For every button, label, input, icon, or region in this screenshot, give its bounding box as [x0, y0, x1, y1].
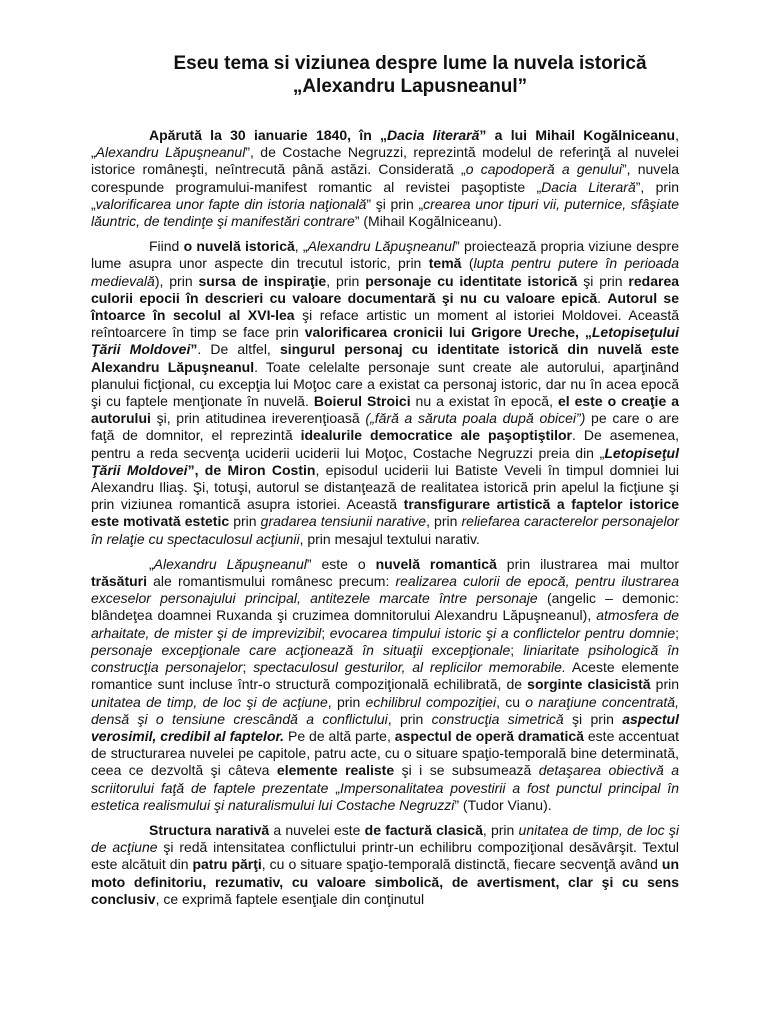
text-run-bold: aspectul de operă dramatică: [394, 727, 584, 744]
text-run-plain: , cu: [496, 693, 526, 710]
text-run-italic: gradarea tensiunii narative: [260, 513, 427, 530]
text-run-plain: , prin: [482, 821, 519, 838]
paragraph-romantic: [91, 556, 679, 814]
text-run-bold: o nuvelă istorică: [183, 238, 295, 255]
text-run-bold: de factură clasică: [364, 821, 483, 838]
text-run-italic: Alexandru Lăpuşneanul: [307, 238, 456, 255]
text-run-italic: o naraţiune concentrată, densă şi o tensiune crescândă a conflictului: [91, 693, 679, 727]
text-run-plain: . De altfel,: [197, 341, 280, 358]
text-run-plain: ” este o: [306, 555, 376, 572]
text-run-bold: Boierul Stroici: [313, 393, 411, 410]
text-run-bold: el este o creaţie a autorului: [91, 393, 679, 427]
text-run-bold-italic: Dacia literară: [387, 127, 480, 143]
text-run-italic: Alexandru Lăpuşneanul: [95, 144, 246, 161]
text-run-plain: a nuvelei este: [269, 821, 365, 838]
text-run-plain: prin: [229, 513, 261, 530]
text-run-bold: idealurile democratice ale paşoptiştilor: [300, 427, 572, 444]
text-run-plain: . De asemenea, pentru a reda secvenţa uciderii uciderii lui Moţoc, Costache Negruzzi preia din „: [91, 427, 679, 461]
text-run-plain: ” proiectează propria viziune despre lume asupra unor aspecte din trecutul istoric, prin: [91, 238, 680, 272]
text-run-plain: , prin: [326, 272, 366, 289]
text-run-plain: , ce exprimă faptele esenţiale din conţinutul: [155, 890, 425, 907]
text-run-plain: ”, prin „: [91, 178, 679, 212]
text-run-italic: reliefarea caracterelor personajelor în relaţie cu spectaculosul acţiunii: [91, 513, 680, 547]
paragraph-historical: [91, 238, 679, 548]
text-run-bold: personaje cu identitate istorică: [365, 272, 578, 289]
text-run-plain: este accentuat de structurarea nuvelei pe capitole, patru acte, cu o situare spaţio-temporală bine determinată, ceea ce dezvoltă şi câteva: [91, 727, 679, 779]
text-run-italic: liniaritate psihologică în construcţia personajelor: [91, 641, 680, 676]
text-run-italic: Impersonalitatea povestirii a fost punctul principal în estetica realismului şi naturalismului lui Costache Negruzzi: [91, 779, 679, 813]
text-run-plain: (angelic – demonic: blândeţea doamnei Ruxanda şi cruzimea domnitorului Alexandru Lăpuşneanul),: [91, 590, 679, 624]
text-run-italic: Alexandru Lăpuşneanul: [153, 555, 307, 572]
text-run-bold: elemente realiste: [276, 762, 395, 779]
text-run-italic: unitatea de timp, de loc şi de acţiune: [91, 693, 328, 710]
text-run-plain: , prin: [387, 710, 432, 727]
paragraph-structure: [91, 822, 679, 908]
text-run-bold: patru părţi: [192, 856, 262, 873]
essay-body: [91, 127, 679, 916]
text-run-plain: Aceste elemente romantice sunt incluse într-o structură compoziţională echilibrată, de: [91, 659, 680, 693]
text-run-italic: realizarea culorii de epocă, pentru ilustrarea exceselor personajului principal, antitezele marcate între personaje: [91, 573, 679, 607]
text-run-plain: , cu o situare spaţio-temporală distinctă, fiecare secvenţă având: [261, 856, 662, 873]
text-run-italic: Dacia Literară: [541, 178, 636, 195]
text-run-italic: valorificarea unor fapte din istoria naţională: [95, 195, 367, 212]
text-run-plain: ;: [510, 641, 524, 658]
text-run-plain: şi, prin atitudinea ireverenţioasă: [150, 410, 366, 427]
text-run-italic: lupta pentru putere în perioada medievală: [91, 255, 679, 289]
text-run-plain: .: [597, 289, 608, 306]
text-run-plain: pe care o are faţă de domnitor, el reprezintă: [91, 410, 679, 444]
text-run-italic: („fără a săruta poala după obicei”): [365, 410, 586, 427]
text-run-bold: ”, de Miron Costin: [187, 461, 316, 478]
text-run-italic: personaje excepţionale care acţionează în situaţii excepţionale: [91, 641, 511, 658]
text-run-plain: , prin: [426, 513, 462, 530]
text-run-italic: atmosfera de arhaitate, de mister şi de imprevizibil: [91, 607, 679, 641]
text-run-bold: singurul personaj cu identitate istorică din nuvelă este Alexandru Lăpuşneanul: [91, 341, 680, 375]
text-run-plain: prin: [650, 676, 679, 693]
text-run-plain: şi redă intensitatea conflictului printr-un echilibru compoziţional desăvârşit. Textul este alcătuit din: [91, 839, 679, 873]
text-run-plain: , prin mesajul textului narativ.: [299, 530, 480, 547]
text-run-plain: ;: [242, 659, 254, 676]
text-run-plain: ), prin: [154, 272, 199, 289]
text-run-plain: (: [461, 255, 474, 272]
text-run-bold: sorginte clasicistă: [527, 676, 651, 693]
text-run-plain: Fiind: [149, 238, 184, 255]
text-run-bold: temă: [428, 255, 462, 272]
text-run-plain: şi prin: [563, 710, 623, 727]
paragraph-intro: [91, 127, 679, 230]
text-run-plain: , „: [91, 127, 679, 161]
text-run-plain: „: [328, 779, 340, 796]
text-run-plain: „: [149, 555, 154, 572]
text-run-plain: şi i se subsumează: [394, 762, 539, 779]
text-run-plain: . Toate celelalte personaje sunt create ale autorului, aparţinând planului ficţional, cu excepţia lui Moţoc care a existat ca personaj istoric, dar nu în acea epocă şi cu faptele menţionate în nuvelă.: [91, 358, 680, 410]
text-run-bold: nuvelă romantică: [375, 555, 497, 572]
text-run-plain: , episodul uciderii lui Batiste Veveli în timpul domniei lui Alexandru Iliaş. Şi, totuşi, autorul se distanţează de realitatea istorică prin apelul la ficţiune şi prin viziunea romantică asupra istoriei. Această: [91, 461, 679, 513]
text-run-plain: prin ilustrarea mai multor: [496, 555, 680, 572]
text-run-plain: ;: [675, 624, 680, 641]
text-run-italic: construcţia simetrică: [431, 710, 564, 727]
text-run-bold: Apărută la 30 ianuarie 1840, în „: [149, 127, 388, 143]
text-run-bold: trăsături: [91, 573, 148, 590]
text-run-italic: echilibrul compoziţiei: [365, 693, 497, 710]
text-run-bold: Autorul se întoarce în secolul al XVI-lea: [91, 289, 679, 324]
text-run-bold: valorificarea cronicii lui Grigore Ureche, „: [304, 324, 592, 341]
text-run-bold: un moto definitoriu, rezumativ, cu valoare simbolică, de avertisment, clar şi cu sens conclusiv: [91, 856, 679, 907]
text-run-bold-italic: Letopiseţului Ţării Moldovei: [91, 324, 679, 358]
text-run-bold: Structura narativă: [149, 821, 270, 838]
text-run-bold: ”: [190, 341, 198, 358]
text-run-plain: Pe de altă parte,: [284, 727, 395, 744]
text-run-bold: transfigurare artistică a faptelor istorice este motivată estetic: [91, 496, 679, 530]
text-run-plain: ” şi prin „: [366, 195, 424, 212]
text-run-plain: ;: [321, 624, 330, 641]
text-run-bold: redarea culorii epocii în descrieri cu valoare documentară şi nu cu valoare epică: [91, 272, 680, 306]
text-run-plain: , „: [294, 238, 308, 255]
text-run-plain: , prin: [327, 693, 366, 710]
text-run-bold: ” a lui Mihail Kogălniceanu: [479, 127, 676, 143]
text-run-bold-italic: Letopiseţul Ţării Moldovei: [91, 444, 679, 478]
text-run-plain: ”, nuvela corespunde programului-manifest romantic al revistei paşoptiste „: [91, 161, 679, 195]
text-run-italic: crearea unor tipuri vii, puternice, sfâşiate lăuntric, de tendinţe şi manifestări contrare: [91, 195, 680, 230]
text-run-bold-italic: aspectul verosimil, credibil al faptelor.: [91, 710, 680, 744]
document-title-line-1: Eseu tema si viziunea despre lume la nuvela istorică: [173, 53, 647, 74]
text-run-italic: unitatea de timp, de loc şi de acţiune: [91, 821, 679, 856]
text-run-italic: o capodoperă a genului: [465, 161, 622, 178]
text-run-plain: ale romantismului românesc precum:: [147, 573, 396, 590]
text-run-italic: detaşarea obiectivă a scriitorului faţă de faptele prezentate: [91, 762, 679, 796]
text-run-plain: şi prin: [577, 272, 629, 289]
text-run-italic: spectaculosul gesturilor, al replicilor memorabile.: [253, 659, 566, 676]
document-title-line-2: „Alexandru Lapusneanul”: [292, 76, 528, 97]
text-run-plain: ”, de Costache Negruzzi, reprezintă modelul de referinţă al nuvelei istorice româneşti, neîntrecută până astăzi. Considerată „: [91, 144, 679, 178]
text-run-plain: şi reface artistic un moment al istoriei Moldovei. Această reîntoarcere în timp se face prin: [91, 307, 680, 341]
text-run-plain: ” (Tudor Vianu).: [454, 796, 552, 813]
text-run-bold: sursa de inspiraţie: [198, 272, 327, 289]
text-run-plain: nu a existat în epocă,: [410, 393, 558, 410]
text-run-plain: ” (Mihail Kogălniceanu).: [354, 213, 502, 230]
text-run-italic: evocarea timpului istoric şi a conflictelor pentru domnie: [329, 624, 676, 641]
